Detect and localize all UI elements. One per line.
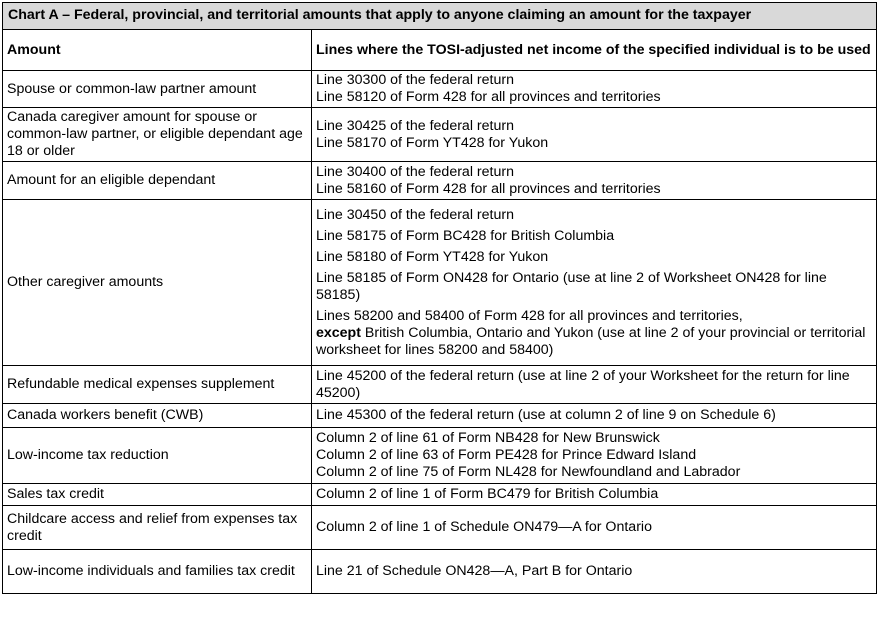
table-row [3, 550, 877, 594]
lines-cell [312, 108, 877, 162]
chart-a [2, 2, 876, 594]
header-lines: Lines where the TOSI-adjusted net income of the specified individual is to be used [312, 30, 877, 71]
amount-cell: Spouse or common-law partner amount [3, 71, 312, 108]
table-header-row [3, 30, 877, 71]
lines-cell [312, 404, 877, 428]
lines-cell [312, 162, 877, 200]
amount-cell: Sales tax credit [3, 484, 312, 506]
lines-cell [312, 506, 877, 550]
table-row [3, 366, 877, 404]
lines-cell [312, 550, 877, 594]
line-text: Column 2 of line 63 of Form PE428 for Prince Edward Island [316, 447, 697, 463]
table-row [3, 108, 877, 162]
line-text: Column 2 of line 1 of Form BC479 for British Columbia [316, 486, 659, 502]
amount-cell: Refundable medical expenses supplement [3, 366, 312, 404]
line-text: Line 58175 of Form BC428 for British Columbia [316, 227, 615, 244]
line-text: Line 58180 of Form YT428 for Yukon [316, 248, 549, 265]
lines-cell [312, 366, 877, 404]
amounts-table [2, 2, 877, 594]
table-title: Chart A – Federal, provincial, and territorial amounts that apply to anyone claiming an amount for the taxpayer [3, 3, 877, 30]
line-text: Column 2 of line 75 of Form NL428 for Newfoundland and Labrador [316, 464, 741, 480]
table-row [3, 428, 877, 484]
lines-cell [312, 484, 877, 506]
line-text: Line 21 of Schedule ON428—A, Part B for Ontario [316, 563, 633, 579]
line-text: Line 30425 of the federal return [316, 117, 514, 134]
line-text: Line 45300 of the federal return (use at column 2 of line 9 on Schedule 6) [316, 407, 776, 423]
lines-cell [312, 71, 877, 108]
amount-cell: Childcare access and relief from expenses tax credit [3, 506, 312, 550]
line-text: Column 2 of line 61 of Form NB428 for New Brunswick [316, 430, 660, 446]
lines-cell [312, 428, 877, 484]
line-text-start: Lines 58200 and 58400 of Form 428 for all provinces and territories, [316, 307, 743, 324]
line-text: Line 58185 of Form ON428 for Ontario (use at line 2 of Worksheet ON428 for line 58185) [316, 269, 827, 303]
line-text: Line 45200 of the federal return (use at line 2 of your Worksheet for the return for line 45200) [316, 367, 850, 401]
table-title-row [3, 3, 877, 30]
line-text: Line 58120 of Form 428 for all provinces and territories [316, 89, 661, 105]
table-row [3, 162, 877, 200]
lines-cell [312, 200, 877, 366]
line-text: Line 30300 of the federal return [316, 72, 514, 88]
line-text: Line 30400 of the federal return [316, 163, 514, 180]
table-row [3, 404, 877, 428]
line-text: Line 58160 of Form 428 for all provinces and territories [316, 180, 661, 197]
amount-cell: Canada caregiver amount for spouse or common-law partner, or eligible dependant age 18 or older [3, 108, 312, 162]
table-row [3, 200, 877, 366]
line-text-with-exception [316, 308, 872, 359]
line-text: Line 30450 of the federal return [316, 206, 514, 223]
table-row [3, 71, 877, 108]
amount-cell: Low-income tax reduction [3, 428, 312, 484]
header-amount: Amount [3, 30, 312, 71]
line-text: Line 58170 of Form YT428 for Yukon [316, 134, 549, 151]
line-text-end: British Columbia, Ontario and Yukon (use at line 2 of your provincial or territorial worksheet for lines 58200 and 58400) [316, 324, 866, 358]
amount-cell: Amount for an eligible dependant [3, 162, 312, 200]
amount-cell: Canada workers benefit (CWB) [3, 404, 312, 428]
except-emphasis: except [316, 324, 361, 341]
line-text: Column 2 of line 1 of Schedule ON479—A for Ontario [316, 519, 652, 535]
amount-cell: Low-income individuals and families tax credit [3, 550, 312, 594]
table-row [3, 484, 877, 506]
amount-cell: Other caregiver amounts [3, 200, 312, 366]
table-row [3, 506, 877, 550]
